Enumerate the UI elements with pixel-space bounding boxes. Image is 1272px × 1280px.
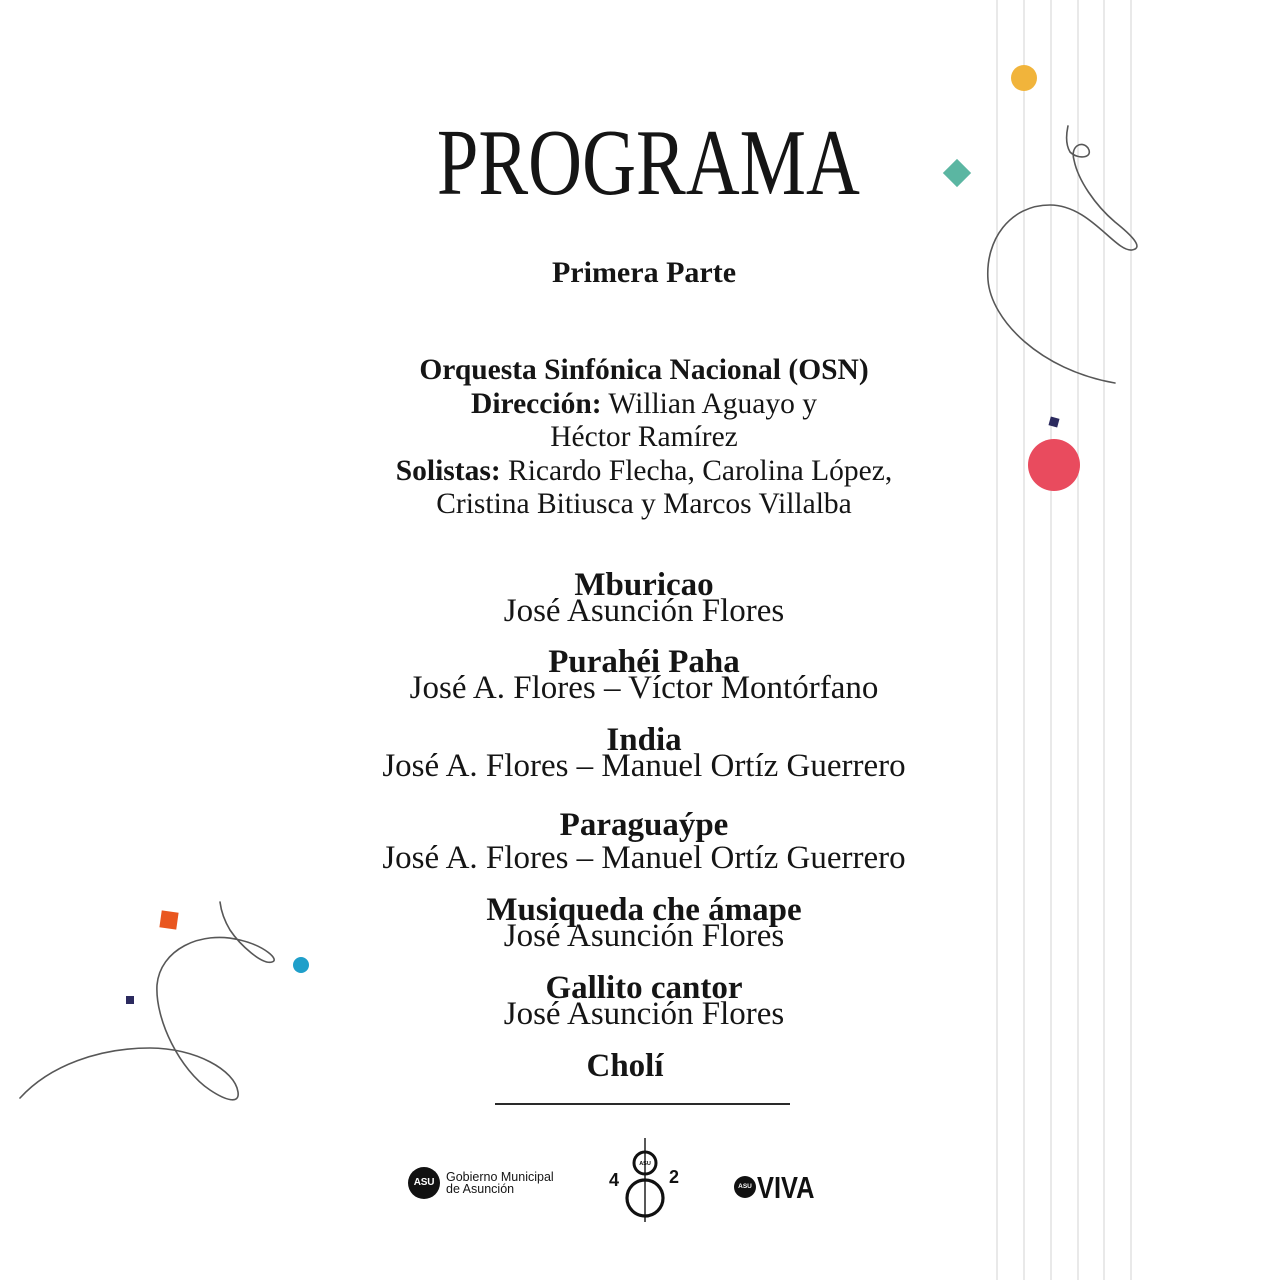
municipal-name-line-2: de Asunción bbox=[446, 1182, 515, 1196]
program-piece bbox=[344, 970, 944, 1032]
piece-title: Mburicao bbox=[574, 567, 714, 603]
direction-line bbox=[344, 388, 944, 422]
viva-logo-word: VIVA bbox=[757, 1170, 815, 1205]
ensemble-credits bbox=[344, 354, 944, 522]
ensemble-name: Orquesta Sinfónica Nacional (OSN) bbox=[419, 354, 869, 386]
soloists-names-1: Ricardo Flecha, Carolina López, bbox=[508, 454, 893, 487]
logo-asu-mark: ASU bbox=[639, 1161, 651, 1167]
piece-composer: José A. Flores – Víctor Montórfano bbox=[409, 670, 879, 706]
staff-lines bbox=[997, 0, 1131, 1280]
soloists-label: Solistas: bbox=[395, 454, 501, 487]
orange-square bbox=[159, 910, 178, 929]
program-piece bbox=[344, 644, 944, 706]
page-title-text: PROGRAMA bbox=[436, 111, 860, 215]
piece-composer: José A. Flores – Manuel Ortíz Guerrero bbox=[382, 840, 906, 876]
piece-title: Cholí bbox=[586, 1048, 664, 1084]
navy-small-square-left bbox=[126, 996, 134, 1004]
piece-composer: José Asunción Flores bbox=[503, 593, 785, 629]
program-piece bbox=[344, 567, 944, 629]
direction-names-1: Willian Aguayo y bbox=[608, 387, 817, 420]
viva-logo-badge: ASU bbox=[734, 1176, 756, 1198]
yellow-dot bbox=[1011, 65, 1037, 91]
municipal-name-line-1: Gobierno Municipal bbox=[446, 1170, 554, 1184]
piece-composer: José Asunción Flores bbox=[503, 918, 785, 954]
soloists-line bbox=[344, 455, 944, 489]
municipal-logo-badge: ASU bbox=[408, 1167, 440, 1199]
piece-title: India bbox=[606, 722, 682, 758]
navy-small-square-right bbox=[1048, 416, 1059, 427]
pink-dot bbox=[1028, 439, 1080, 491]
footer-divider bbox=[495, 1103, 790, 1105]
municipal-logo-name bbox=[446, 1171, 554, 1195]
program-piece bbox=[325, 1048, 925, 1084]
left-swirl-line bbox=[20, 902, 274, 1100]
piece-composer: José A. Flores – Manuel Ortíz Guerrero bbox=[382, 748, 906, 784]
logo-digit-four: 4 bbox=[608, 1170, 620, 1190]
program-piece bbox=[344, 892, 944, 954]
piece-title: Purahéi Paha bbox=[548, 644, 740, 680]
program-piece bbox=[344, 807, 944, 876]
program-piece bbox=[344, 722, 944, 784]
page-title bbox=[348, 111, 948, 215]
direction-names-2: Héctor Ramírez bbox=[550, 421, 738, 453]
logo-digit-two: 2 bbox=[668, 1167, 680, 1187]
piece-title: Musiqueda che ámape bbox=[486, 892, 802, 928]
right-swirl-line bbox=[988, 126, 1137, 383]
direction-label: Dirección: bbox=[471, 387, 602, 420]
section-title: Primera Parte bbox=[551, 256, 737, 289]
anniversary-482-logo bbox=[600, 1135, 690, 1225]
piece-title: Gallito cantor bbox=[545, 970, 743, 1006]
piece-title: Paraguaýpe bbox=[559, 807, 729, 843]
blue-dot bbox=[293, 957, 309, 973]
piece-composer: José Asunción Flores bbox=[503, 996, 785, 1032]
soloists-names-2: Cristina Bitiusca y Marcos Villalba bbox=[436, 488, 852, 520]
